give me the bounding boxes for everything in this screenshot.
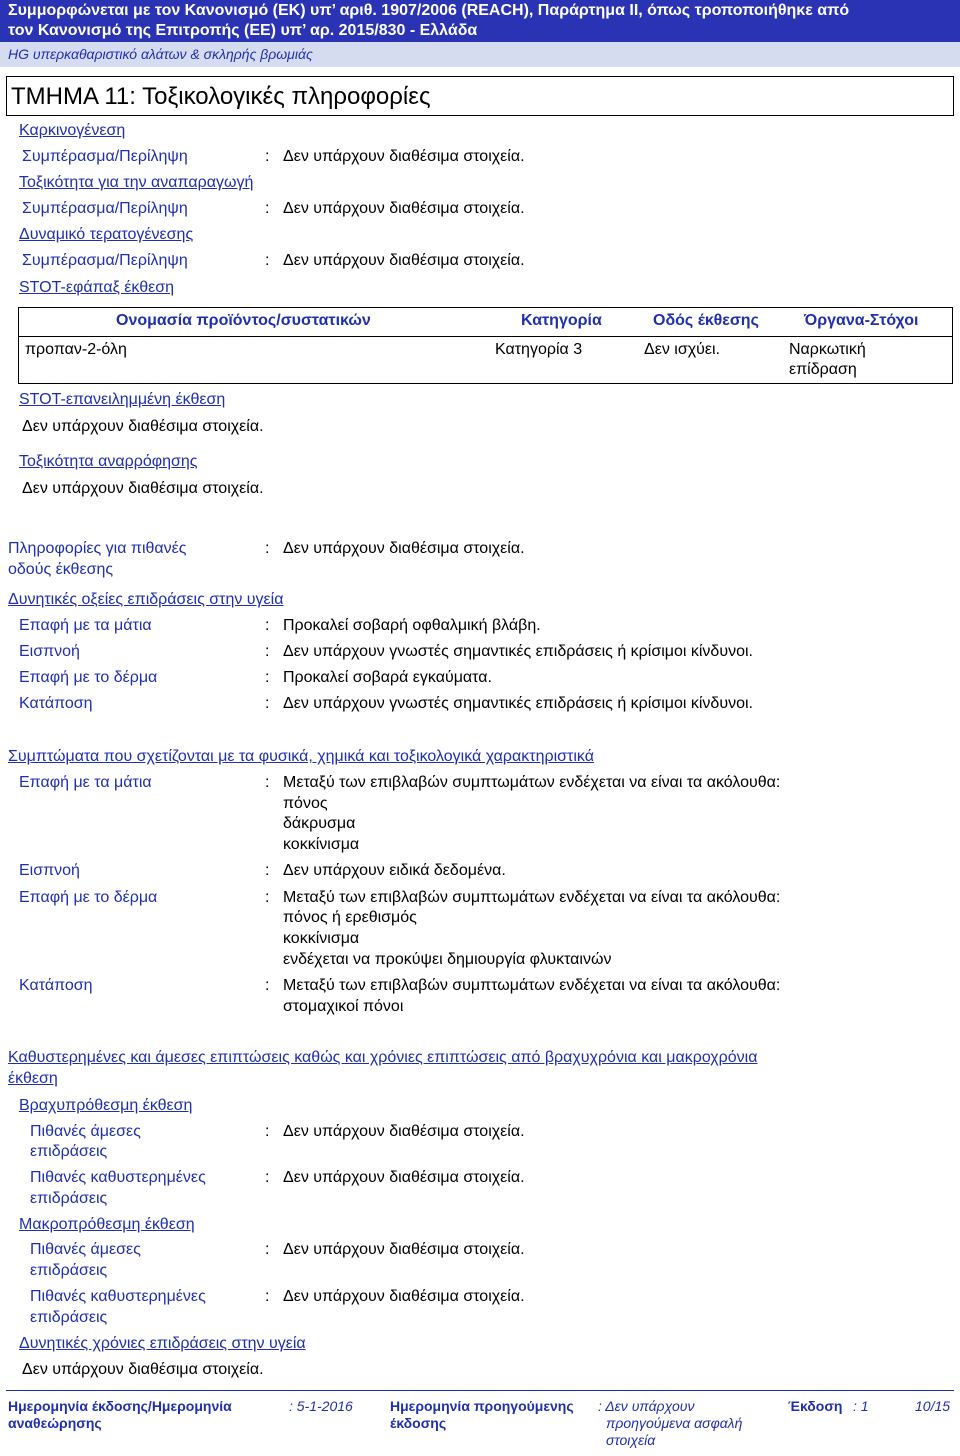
colon: : — [265, 617, 270, 634]
colon: : — [265, 540, 270, 557]
table-header-target: Όργανα-Στόχοι — [804, 312, 919, 329]
symptoms-heading: Συμπτώματα που σχετίζονται με τα φυσικά, χημικά και τοξικολογικά χαρακτηριστικά — [8, 748, 594, 765]
version-label: Έκδοση — [788, 1398, 843, 1414]
colon: : — [265, 862, 270, 879]
short-immediate-label-line2: επιδράσεις — [30, 1143, 108, 1160]
colon: : — [265, 695, 270, 712]
colon: : — [265, 889, 270, 906]
teratogenicity-summary-label: Συμπέρασμα/Περίληψη — [22, 252, 188, 269]
footer-divider — [6, 1390, 954, 1391]
short-term-heading: Βραχυπρόθεσμη έκθεση — [19, 1097, 193, 1114]
long-term-heading: Μακροπρόθεσμη έκθεση — [19, 1216, 195, 1233]
acute-skin-value: Προκαλεί σοβαρά εγκαύματα. — [283, 669, 492, 686]
short-delayed-value: Δεν υπάρχουν διαθέσιμα στοιχεία. — [283, 1169, 525, 1186]
previous-issue-label-line1: Ημερομηνία προηγούμενης — [390, 1398, 574, 1414]
symptoms-inhalation-label: Εισπνοή — [19, 862, 80, 879]
document-header — [0, 0, 960, 67]
short-delayed-label-line1: Πιθανές καθυστερημένες — [30, 1169, 206, 1186]
section-title: ΤΜΗΜΑ 11: Τοξικολογικές πληροφορίες — [11, 83, 431, 110]
previous-issue-label-line2: έκδοσης — [390, 1415, 447, 1431]
routes-label-line1: Πληροφορίες για πιθανές — [8, 540, 187, 557]
regulation-line-2: τον Κανονισμό της Επιτροπής (ΕΕ) υπ’ αρ. 2015/830 - Ελλάδα — [8, 22, 478, 39]
table-cell-target-line2: επίδραση — [789, 361, 857, 378]
long-immediate-label-line1: Πιθανές άμεσες — [30, 1241, 141, 1258]
symptoms-eye-item: κοκκίνισμα — [283, 836, 360, 853]
issue-date-value: : 5-1-2016 — [289, 1398, 353, 1414]
reproductive-heading: Τοξικότητα για την αναπαραγωγή — [19, 174, 254, 191]
table-cell-name: προπαν-2-όλη — [25, 341, 127, 358]
acute-effects-heading: Δυνητικές οξείες επιδράσεις στην υγεία — [8, 591, 284, 608]
long-delayed-label-line2: επιδράσεις — [30, 1309, 108, 1326]
table-header-name: Ονομασία προϊόντος/συστατικών — [116, 312, 371, 329]
colon: : — [265, 643, 270, 660]
symptoms-eye-item: πόνος — [283, 795, 328, 812]
colon: : — [265, 669, 270, 686]
aspiration-heading: Τοξικότητα αναρρόφησης — [19, 453, 198, 470]
acute-inhalation-label: Εισπνοή — [19, 643, 80, 660]
teratogenicity-heading: Δυναμικό τερατογένεσης — [19, 226, 194, 243]
symptoms-inhalation-value: Δεν υπάρχουν ειδικά δεδομένα. — [283, 862, 506, 879]
stot-repeated-heading: STOT-επανειλημμένη έκθεση — [19, 391, 226, 408]
symptoms-skin-item: κοκκίνισμα — [283, 930, 360, 947]
acute-ingestion-value: Δεν υπάρχουν γνωστές σημαντικές επιδράσεις ή κρίσιμοι κίνδυνοι. — [283, 695, 753, 712]
table-cell-target-line1: Ναρκωτική — [789, 341, 866, 358]
symptoms-ingestion-item: στομαχικοί πόνοι — [283, 998, 404, 1015]
symptoms-eye-item: δάκρυσμα — [283, 815, 356, 832]
chronic-effects-heading: Δυνητικές χρόνιες επιδράσεις στην υγεία — [19, 1335, 306, 1352]
stot-single-table — [18, 307, 953, 384]
reproductive-summary-label: Συμπέρασμα/Περίληψη — [22, 200, 188, 217]
reproductive-summary-value: Δεν υπάρχουν διαθέσιμα στοιχεία. — [283, 200, 525, 217]
delayed-effects-heading-line2: έκθεση — [8, 1070, 58, 1087]
short-delayed-label-line2: επιδράσεις — [30, 1190, 108, 1207]
colon: : — [265, 977, 270, 994]
symptoms-skin-item: ενδέχεται να προκύψει δημιουργία φλυκταινών — [283, 951, 612, 968]
product-strip — [0, 42, 960, 67]
stot-single-heading: STOT-εφάπαξ έκθεση — [19, 279, 174, 296]
table-header-category: Κατηγορία — [521, 312, 602, 329]
issue-date-label-line2: αναθεώρησης — [8, 1415, 102, 1431]
acute-eye-value: Προκαλεί σοβαρή οφθαλμική βλάβη. — [283, 617, 541, 634]
symptoms-skin-intro: Μεταξύ των επιβλαβών συμπτωμάτων ενδέχεται να είναι τα ακόλουθα: — [283, 889, 781, 906]
symptoms-ingestion-intro: Μεταξύ των επιβλαβών συμπτωμάτων ενδέχεται να είναι τα ακόλουθα: — [283, 977, 781, 994]
routes-label-line2: οδούς έκθεσης — [8, 561, 114, 578]
colon: : — [265, 1169, 270, 1186]
acute-eye-label: Επαφή με τα μάτια — [19, 617, 152, 634]
long-immediate-label-line2: επιδράσεις — [30, 1262, 108, 1279]
page-number: 10/15 — [915, 1398, 951, 1414]
carcinogenicity-heading: Καρκινογένεση — [19, 122, 126, 139]
colon: : — [265, 1288, 270, 1305]
table-divider — [19, 336, 952, 337]
symptoms-skin-label: Επαφή με το δέρμα — [19, 889, 158, 906]
product-name: HG υπερκαθαριστικό αλάτων & σκληρής βρωμιάς — [8, 46, 313, 62]
table-header-route: Οδός έκθεσης — [653, 312, 759, 329]
acute-skin-label: Επαφή με το δέρμα — [19, 669, 158, 686]
previous-issue-value-line2: προηγούμενα ασφαλή — [606, 1415, 743, 1431]
long-immediate-value: Δεν υπάρχουν διαθέσιμα στοιχεία. — [283, 1241, 525, 1258]
previous-issue-value-line3: στοιχεία — [606, 1432, 656, 1448]
colon: : — [265, 252, 270, 269]
version-value: : 1 — [853, 1398, 869, 1414]
regulation-line-1: Συμμορφώνεται με τον Κανονισμό (ΕΚ) υπ’ αριθ. 1907/2006 (REACH), Παράρτημα ΙΙ, όπως τροποποιήθηκε από — [8, 2, 850, 19]
acute-ingestion-label: Κατάποση — [19, 695, 93, 712]
short-immediate-label-line1: Πιθανές άμεσες — [30, 1123, 141, 1140]
colon: : — [265, 1241, 270, 1258]
short-immediate-value: Δεν υπάρχουν διαθέσιμα στοιχεία. — [283, 1123, 525, 1140]
long-delayed-label-line1: Πιθανές καθυστερημένες — [30, 1288, 206, 1305]
colon: : — [265, 200, 270, 217]
section-title-box — [6, 76, 954, 116]
symptoms-eye-intro: Μεταξύ των επιβλαβών συμπτωμάτων ενδέχεται να είναι τα ακόλουθα: — [283, 774, 781, 791]
table-cell-category: Κατηγορία 3 — [495, 341, 583, 358]
routes-value: Δεν υπάρχουν διαθέσιμα στοιχεία. — [283, 540, 525, 557]
symptoms-skin-item: πόνος ή ερεθισμός — [283, 909, 417, 926]
stot-repeated-value: Δεν υπάρχουν διαθέσιμα στοιχεία. — [22, 418, 264, 435]
colon: : — [265, 148, 270, 165]
acute-inhalation-value: Δεν υπάρχουν γνωστές σημαντικές επιδράσεις ή κρίσιμοι κίνδυνοι. — [283, 643, 753, 660]
carcinogenicity-summary-value: Δεν υπάρχουν διαθέσιμα στοιχεία. — [283, 148, 525, 165]
colon: : — [265, 774, 270, 791]
symptoms-ingestion-label: Κατάποση — [19, 977, 93, 994]
carcinogenicity-summary-label: Συμπέρασμα/Περίληψη — [22, 148, 188, 165]
teratogenicity-summary-value: Δεν υπάρχουν διαθέσιμα στοιχεία. — [283, 252, 525, 269]
colon: : — [265, 1123, 270, 1140]
delayed-effects-heading-line1: Καθυστερημένες και άμεσες επιπτώσεις καθώς και χρόνιες επιπτώσεις από βραχυχρόνια και μακροχρόνια — [8, 1049, 758, 1066]
symptoms-eye-label: Επαφή με τα μάτια — [19, 774, 152, 791]
aspiration-value: Δεν υπάρχουν διαθέσιμα στοιχεία. — [22, 480, 264, 497]
long-delayed-value: Δεν υπάρχουν διαθέσιμα στοιχεία. — [283, 1288, 525, 1305]
previous-issue-value-line1: : Δεν υπάρχουν — [598, 1398, 695, 1414]
table-cell-route: Δεν ισχύει. — [644, 341, 720, 358]
chronic-effects-value: Δεν υπάρχουν διαθέσιμα στοιχεία. — [22, 1361, 264, 1378]
issue-date-label-line1: Ημερομηνία έκδοσης/Ημερομηνία — [8, 1398, 232, 1414]
